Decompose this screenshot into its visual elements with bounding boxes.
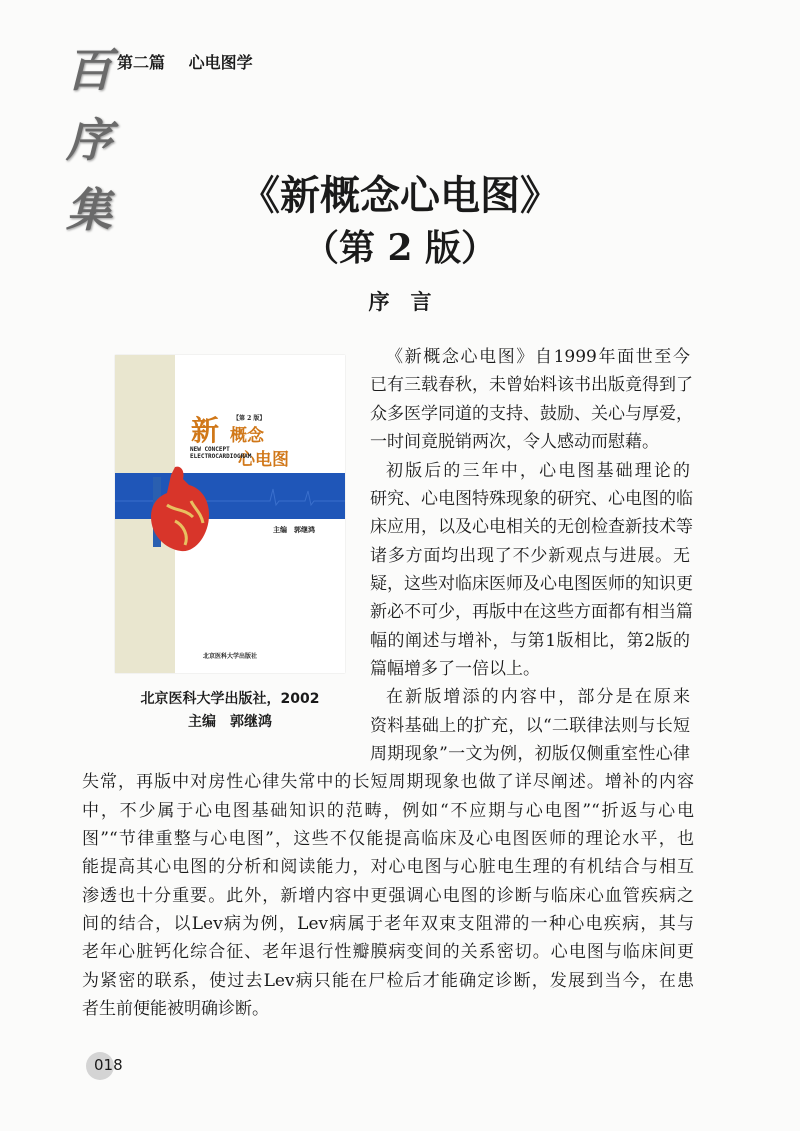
cover-publisher: 北京医科大学出版社	[203, 653, 258, 660]
cover-english: NEW CONCEPT ELECTROCARDIOGRAM	[190, 446, 252, 460]
cover-title: 心电图	[238, 450, 289, 470]
text-line: 周期现象”一文为例，初版仅侧重室性心律	[370, 744, 690, 764]
running-header	[117, 50, 253, 73]
text-line: 疑，这些对临床医师及心电图医师的知识更	[370, 574, 693, 594]
text-line: 新必不可少，再版中在这些方面都有相当篇	[370, 602, 693, 622]
text-line: 渗透也十分重要。此外，新增内容中更强调心电图的诊断与临床心血管疾病之	[82, 886, 694, 906]
part-label: 第二篇	[117, 53, 166, 72]
text-line: 众多医学同道的支持、鼓励、关心与厚爱，	[370, 404, 693, 424]
figure-caption: 北京医科大学出版社，2002	[140, 691, 320, 707]
cover-title: 概念	[230, 426, 264, 446]
text-line: 为紧密的联系，使过去Lev病只能在尸检后才能确定诊断，发展到当今，在患	[82, 971, 694, 991]
text-line: 初版后的三年中，心电图基础理论的	[386, 461, 690, 481]
heart-illustration	[145, 465, 215, 555]
text-line: 《新概念心电图》自1999年面世至今	[386, 347, 690, 367]
text-line: 已有三载春秋，未曾始料该书出版竟得到了	[370, 375, 693, 395]
edition-subtitle: （第 2 版）	[302, 227, 498, 269]
text-line: 床应用，以及心电相关的无创检查新技术等	[370, 517, 693, 537]
text-line: 者生前便能被明确诊断。	[82, 999, 269, 1019]
cover-edition: 【第 2 版】	[233, 415, 266, 422]
text-line: 图”“节律重整与心电图”，这些不仅能提高临床及心电图医师的理论水平，也	[82, 829, 694, 849]
chapter-label: 心电图学	[188, 53, 253, 72]
book-cover-image	[115, 355, 345, 673]
figure-caption: 主编 郭继鸿	[188, 714, 272, 730]
section-heading: 序 言	[368, 290, 432, 314]
text-line: 间的结合，以Lev病为例，Lev病属于老年双束支阻滞的一种心电疾病，其与	[82, 914, 694, 934]
text-line: 一时间竟脱销两次，令人感动而慰藉。	[370, 432, 659, 452]
text-line: 资料基础上的扩充，以“二联律法则与长短	[370, 716, 690, 736]
page-title: 《新概念心电图》	[240, 172, 560, 219]
side-logo-char: 序	[66, 113, 112, 167]
text-line: 老年心脏钙化综合征、老年退行性瓣膜病变间的关系密切。心电图与临床间更	[82, 942, 694, 962]
side-logo-char: 集	[66, 183, 112, 237]
text-line: 失常，再版中对房性心律失常中的长短周期现象也做了详尽阐述。增补的内容	[82, 772, 694, 792]
text-line: 研究、心电图特殊现象的研究、心电图的临	[370, 489, 693, 509]
side-logo-char: 百	[66, 43, 112, 97]
text-line: 幅的阐述与增补，与第1版相比，第2版的	[370, 631, 690, 651]
page-number: 018	[94, 1056, 123, 1074]
cover-author: 主编 郭继鸿	[273, 525, 315, 534]
text-line: 中，不少属于心电图基础知识的范畴，例如“不应期与心电图”“折返与心电	[82, 801, 694, 821]
text-line: 能提高其心电图的分析和阅读能力，对心电图与心脏电生理的有机结合与相互	[82, 857, 694, 877]
cover-title: 新	[191, 414, 220, 447]
text-line: 诸多方面均出现了不少新观点与进展。无	[370, 546, 690, 566]
text-line: 在新版增添的内容中，部分是在原来	[386, 687, 690, 707]
text-line: 篇幅增多了一倍以上。	[370, 659, 540, 679]
